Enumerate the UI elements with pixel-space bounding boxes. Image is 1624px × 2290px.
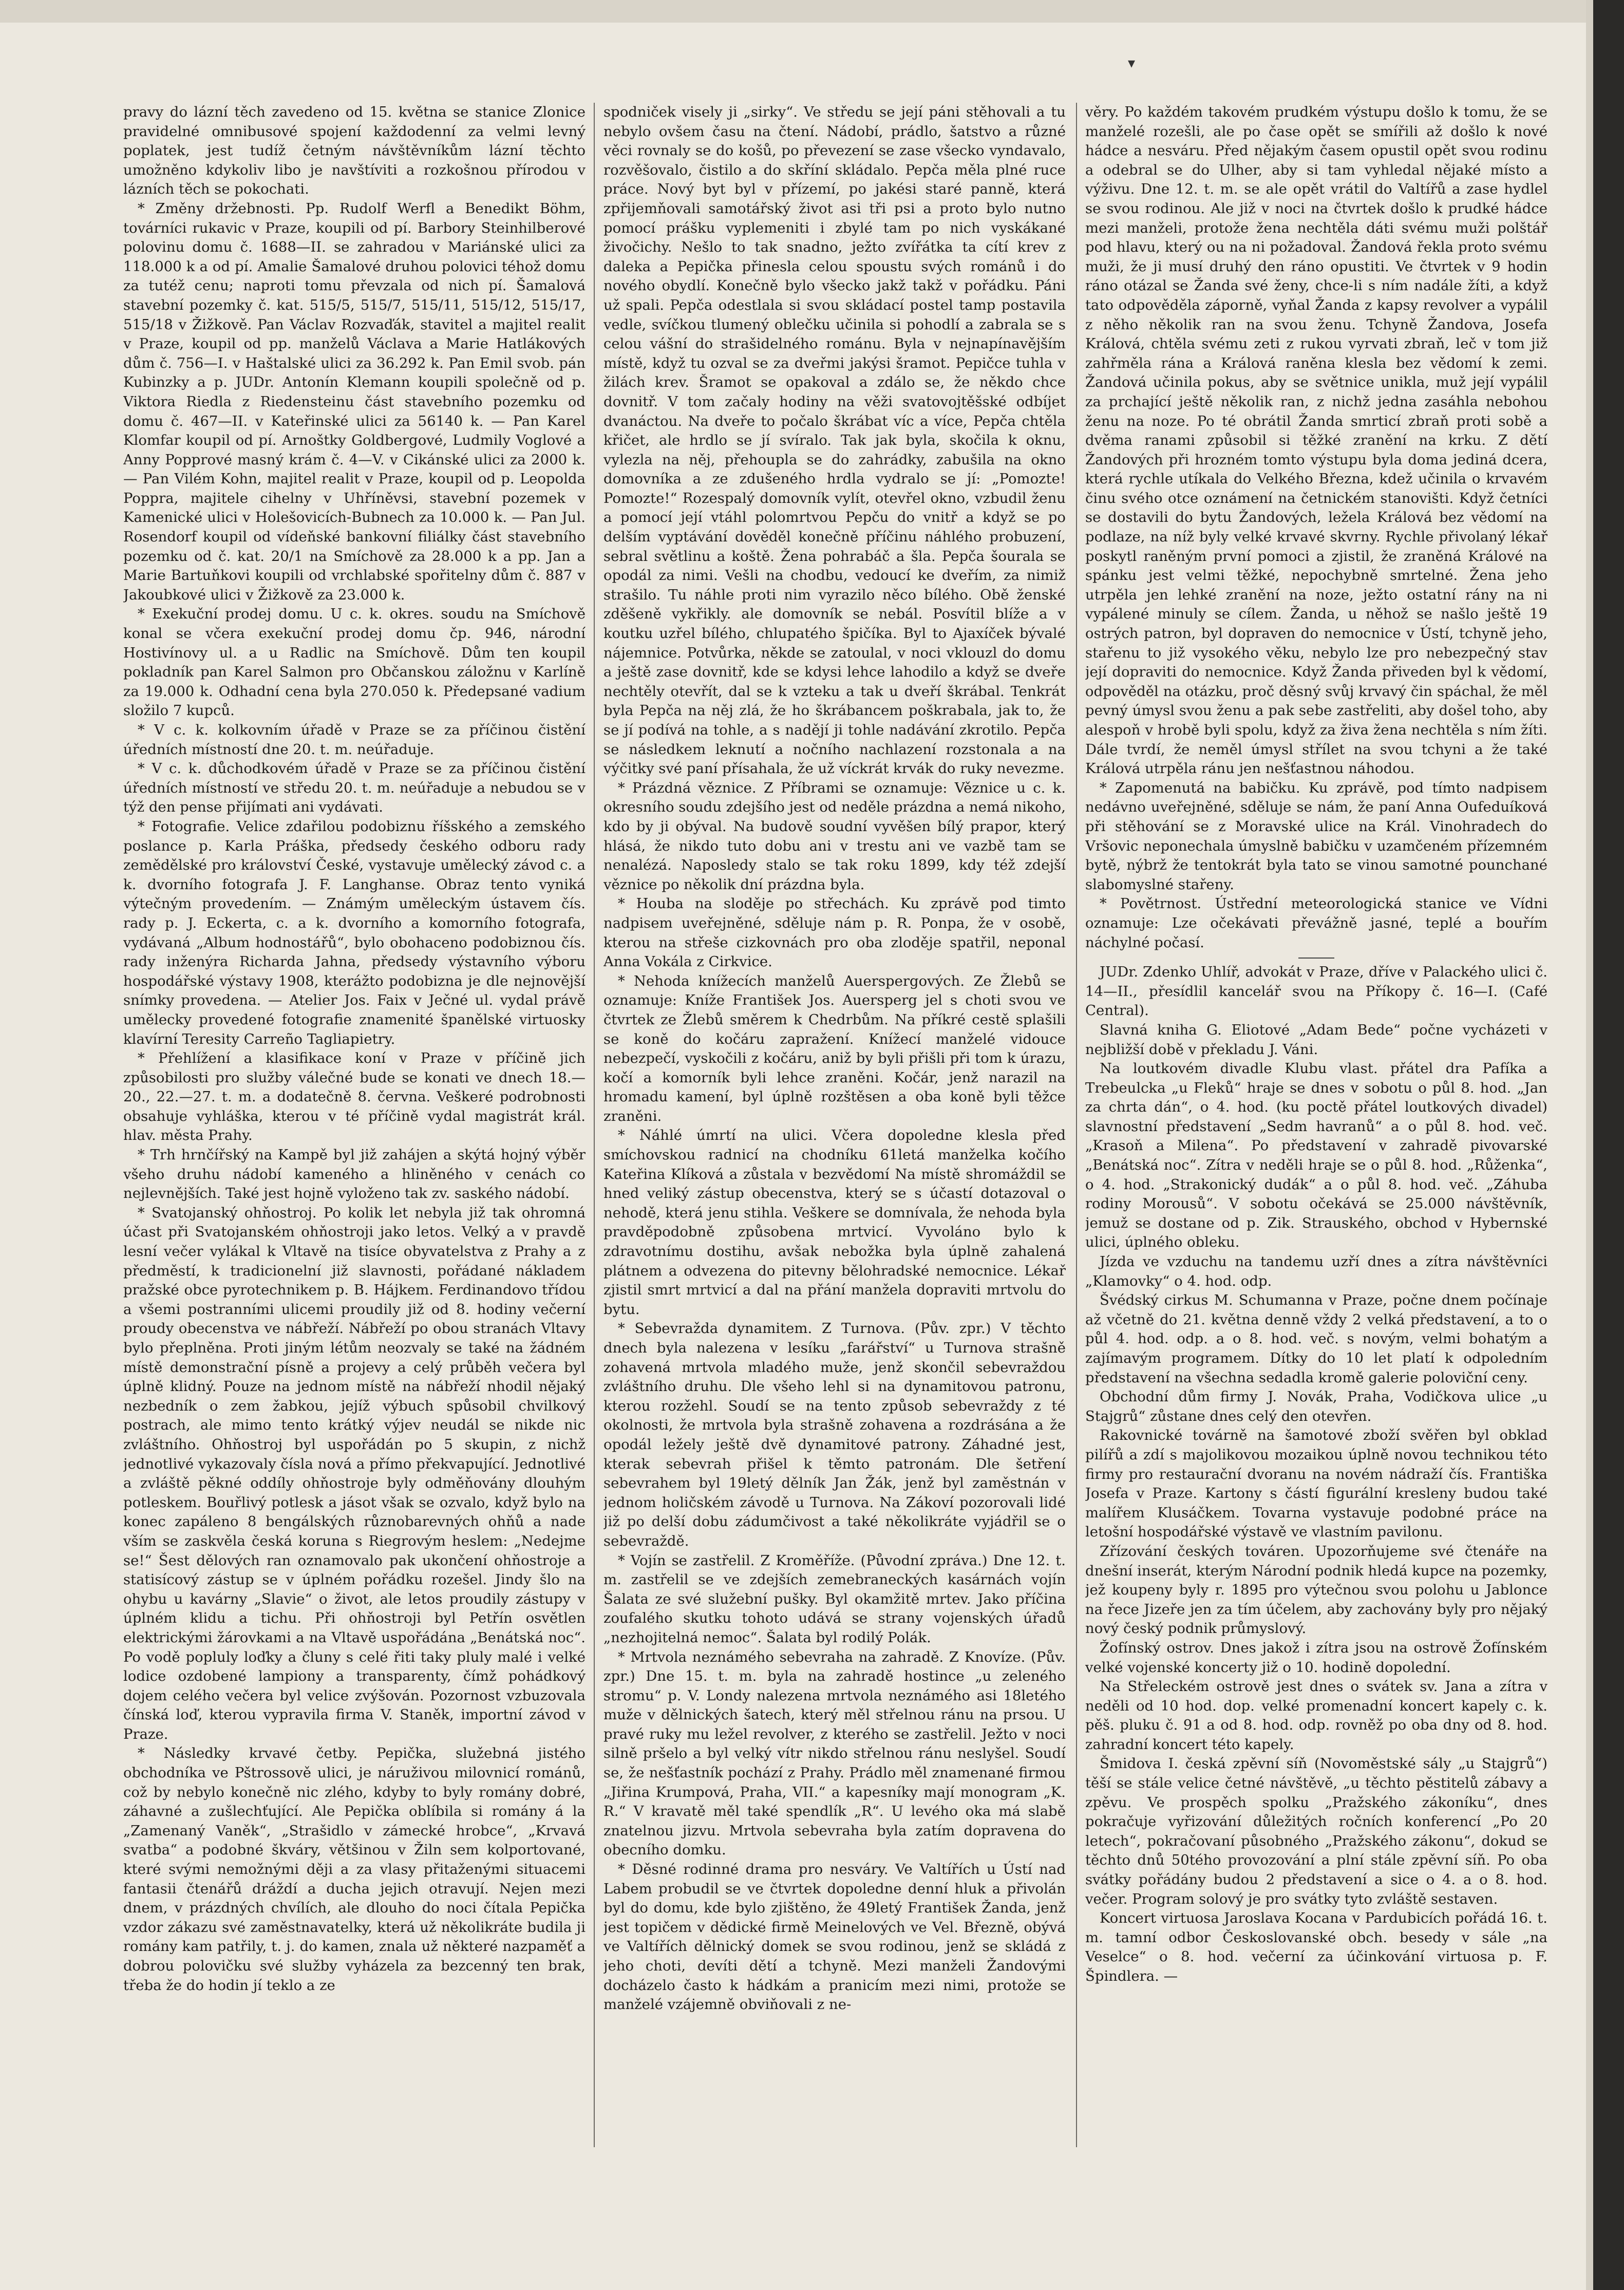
column-rule	[1076, 103, 1077, 2147]
article-paragraph: * Sebevražda dynamitem. Z Turnova. (Pův. zpr.) V těchto dnech byla nalezena v lesíku „farářství“ u Turnova strašně zohavená mrtvola mladého muže, jenž skončil sebevraždou zvláštního druhu. Dle všeho lehl si na dynamitovou patronu, kterou rozžehl. Soudí se na tento způsob sebevraždy z té okolnosti, že mrtvola byla strašně zohavena a rozdrásána a že opodál ležely ještě dvě dynamitové patrony. Záhadné jest, kterak sebevrah přišel k těmto patronám. Dle šetření sebevrahem byl 19letý dělník Jan Žák, jenž byl zaměstnán v jednom holičském závodě u Turnova. Na Zákoví pozorovali lidé již po delší dobu zádumčivost a také několikráte vyjádřil se o sebevraždě.	[603, 1320, 1066, 1549]
article-paragraph: věry. Po každém takovém prudkém výstupu došlo k tomu, že se manželé rozešli, ale po čase opět se smířili až došlo k nové hádce a nesváru. Před nějakým časem opustil opět svou rodinu a odebral se do Ulher, aby si tam vyhledal nějaké místo a výživu. Dne 12. t. m. se ale opět vrátil do Valtířů a zase hydlel se svou rodinou. Ale již v noci na čtvrtek došlo k prudké hádce mezi manželi, protože žena nechtěla dáti svému muži polštář pod hlavu, který ou na ni požadoval. Žandová řekla proto svému muži, že ji musí druhý den ráno opustiti. Ve čtvrtek v 9 hodin ráno otázal se Žanda své ženy, chce-li s ním nadále žíti, a když tato odpověděla záporně, vyňal Žanda z kapsy revolver a vypálil z něho několik ran na svou ženu. Tchyně Žandova, Josefa Králová, chtěla svému zeti z rukou vyrvati zbraň, leč v tom již zahřměla rána a Králová raněna klesla bez vědomí k zemi. Žandová učinila pokus, aby se světnice unikla, muž její vypálil za prchající ještě několik ran, z nichž jedna zasáhla nebohou ženu na noze. Po té obrátil Žanda smrticí zbraň proti sobě a dvěma ranami způsobil si těžké zranění na krku. Z dětí Žandových při hrozném tomto výstupu byla doma jediná dcera, která rychle utíkala do Velkého Března, kdež učinila o krvavém činu svého otce oznámení na četnickém stanovišti. Když četníci se dostavili do bytu Žandových, ležela Králová bez vědomí na podlaze, na níž byly velké krvavé skvrny. Rychle přivolaný lékař poskytl raněným první pomoci a zjistil, že zraněná Králové na spánku jest velmi těžké, nepochybně smrtelné. Žena jeho utrpěla jen lehké zranění na noze, ježto ostatní rány na ni vypálené minuly se cílem. Žanda, u něhož se našlo ještě 19 ostrých patron, byl dopraven do nemocnice v Ústí, tchyně jeho, stařenu to již vysokého věku, nebylo lze pro nebezpečný stav její dopraviti do nemocnice. Když Žanda přiveden byl k vědomí, odpověděl na otázku, proč děsný svůj krvavý čin spáchal, že měl pevný úmysl svou ženu a pak sebe zastřeliti, aby došel toho, aby alespoň v hrobě byli spolu, když za živa žena nechtěla s ním žíti. Dále tvrdí, že neměl úmysl střílet na svou tchyni a že také Králová utrpěla ránu jen nešťastnou náhodou.	[1085, 104, 1547, 777]
article-paragraph: Zřízování českých továren. Upozorňujeme své čtenáře na dnešní inserát, kterým Národní podnik hledá kupce na pozemky, jež koupeny byly r. 1895 pro výtečnou svou polohu u Jablonce na řece Jizeře jen za tím účelem, aby zachovány byly pro nějaký nový český podnik průmyslový.	[1085, 1543, 1547, 1637]
article-paragraph: Žofínský ostrov. Dnes jakož i zítra jsou na ostrově Žofínském velké vojenské koncerty již o 10. hodině dopolední.	[1085, 1639, 1547, 1676]
column-2	[603, 103, 1066, 2147]
article-paragraph: Jízda ve vzduchu na tandemu uzří dnes a zítra návštěvníci „Klamovky“ o 4. hod. odp.	[1085, 1253, 1547, 1289]
article-paragraph: * Děsné rodinné drama pro nesváry. Ve Valtířích u Ústí nad Labem probudil se ve čtvrtek dopoledne denní hluk a přivolán byl do domu, kde bylo zjištěno, že 49letý František Žanda, jenž jest topičem v dědické firmě Meinelových ve Vel. Březně, obývá ve Valtířích dělnický domek se svou rodinou, jenž se skládá z jeho choti, devíti dětí a tchyně. Mezi manželi Žandovými docházelo často k hádkám a pranicím mezi nimi, protože se manželé vzájemně obviňovali z ne-	[603, 1861, 1066, 2013]
article-paragraph: * Zapomenutá na babičku. Ku zprávě, pod tímto nadpisem nedávno uveřejněné, sděluje se nám, že paní Anna Oufeduíková při stěhování se z Moravské ulice na Král. Vinohradech do Vršovic neponechala úmyslně babičku v uzamčeném přízemném bytě, nýbrž že tentokrát byla tato se vinou samotné pounchané slabomyslné stařeny.	[1085, 779, 1547, 893]
article-paragraph: * Mrtvola neznámého sebevraha na zahradě. Z Knovíze. (Pův. zpr.) Dne 15. t. m. byla na zahradě hostince „u zeleného stromu“ p. V. Londy nalezena mrtvola neznámého asi 18letého muže v dělnických šatech, který měl střelnou ránu na prsou. U pravé ruky mu ležel revolver, z kterého se zastřelil. Ježto v noci silně pršelo a byl velký vítr nikdo střelnou ránu neslyšel. Soudí se, že nešťastník pochází z Prahy. Prádlo měl znamenané firmou „Jiřina Krumpová, Praha, VII.“ a kapesníky mají monogram „K. R.“ V kravatě měl také spendlík „R“. U levého oka má slabě znatelnou jizvu. Mrtvola sebevraha byla zatím dopravena do obecního domku.	[603, 1648, 1066, 1859]
article-paragraph: * Houba na sloděje po střechách. Ku zprávě pod timto nadpisem uveřejněné, sděluje nám p. R. Ponpa, že v osobě, kterou na střeše cizkovnách pro oba zloděje spatřil, neponal Anna Vokála z Cirkvice.	[603, 895, 1066, 970]
column-rule	[594, 103, 595, 2147]
article-paragraph: * Následky krvavé četby. Pepička, služebná jistého obchodníka ve Pštrossově ulici, je náruživou milovnicí románů, což by nebylo konečně nic zlého, kdyby to byly romány dobré, záhavné a zušlechťující. Ale Pepička oblíbila si romány á la „Zamenaný Vaněk“, „Strašidlo v zámecké hrobce“, „Krvavá svatba“ a podobné škváry, většinou v Žiln sem kolportované, které svými nemožnými ději a za vlasy přitaženými situacemi fantasii čtenářů dráždí a ducha jejich otravují. Nejen mezi dnem, v prázdných chvílích, ale dlouho do noci čítala Pepička vzdor zákazu své zaměstnavatelky, která už několikráte budila ji romány kam patřily, t. j. do kamen, znala už některé nazpaměť a dobrou polovičku své služby vyházela za bezcenný ten brak, třeba že do hodin jí teklo a ze	[123, 1745, 586, 1994]
article-paragraph: spodniček visely ji „sirky“. Ve středu se její páni stěhovali a tu nebylo ovšem času na čtení. Nádobí, prádlo, šatstvo a různé věci rovnaly se do košů, po převezení se zase všecko vyndavalo, rozvěšovalo, čistilo a do skříní skládalo. Pepča měla plné ruce práce. Nový byt byl v přízemí, po jakési staré panně, která zpřijemňovali samotářský život asi tři psi a proto bylo nutno pomocí prášku vyplemeniti i zbylé tam po nich vyskákané živočichy. Nešlo to tak snadno, ježto zvířátka ta cítí krev z daleka a Pepička přinesla celou spoustu svých románů i do nového obydlí. Konečně bylo všecko jakž takž v pořádku. Páni už spali. Pepča odestlala si svou skládací postel tamp postavila vedle, svíčkou tlumený oblečku učinila si pohodlí a zabrala se s celou vášní do strašidelného románu. Byla v nejnapínavějším místě, když tu ozval se za dveřmi jakýsi šramot. Pepičce tuhla v žilách krev. Šramot se opakoval a zdálo se, že někdo chce dovnitř. V tom začaly hodiny na věži svatovojtěšské odbíjet dvanáctou. Na dveře to počalo škrábat víc a více, Pepča chtěla křičet, ale hrdlo se jí svíralo. Tak jak byla, skočila k oknu, vylezla na něj, přehoupla se do zahrádky, zabušila na okno domovníka a ze zdušeného hrdla vydralo se jí: „Pomozte! Pomozte!“ Rozespalý domovník vylít, otevřel okno, vzbudil ženu a pomocí její vtáhl polomrtvou Pepču do vnitř a když se po delším vyptávání dověděl konečně příčinu náhlého probuzení, sebral světlinu a koště. Žena pohrabáč a šla. Pepča šourala se opodál za nimi. Vešli na chodbu, vedoucí ke dveřím, za nimiž strašilo. Tu náhle proti nim vyrazilo něco bílého. Obě ženské zděšeně vykřikly. ale domovník se nebál. Posvítil blíže a v koutku uzřel bílého, chlupatého špičíka. Byl to Ajaxíček bývalé nájemnice. Potvůrka, někde se zatoulal, v noci vklouzl do domu a ještě zase dovnitř, kde se kdysi lehce lahodilo a když se dveře nechtěly otevřít, dal se k vzteku a tak u dveří škrábal. Tenkrát byla Pepča na něj zlá, že ho škrábancem poškrabala, jak to, že se jí podívá na tohle, a s nadějí ji tohle nadávání zkrotilo. Pepča se následkem leknutí a nočního nachlazení rozstonala a na výčitky své paní přísahala, že už víckrát krvák do ruky nevezme.	[603, 104, 1066, 777]
article-paragraph: Na loutkovém divadle Klubu vlast. přátel dra Pafíka a Trebeulcka „u Fleků“ hraje se dnes v sobotu o půl 8. hod. „Jan za chrta dán“, o 4. hod. (ku poctě přátel loutkových divadel) slavnostní představení „Sedm havranů“ a o půl 8. hod. več. „Krasoň a Milena“. Po představení v zahradě pivovarské „Benátská noc“. Zítra v neděli hraje se o půl 8. hod. „Růženka“, o 4. hod. „Strakonický dudák“ a o půl 8. hod. več. „Záhuba rodiny Morousů“. V sobotu očekává se 25.000 návštěvník, jemuž se dostane od p. Zik. Strauského, obchod v Hybernské ulici, úplného obleku.	[1085, 1060, 1547, 1251]
article-paragraph: pravy do lázní těch zavedeno od 15. května se stanice Zlonice pravidelné omnibusové spojení každodenní za velmi levný poplatek, jest tudíž četným návštěvníkům lázní těchto umožněno kdykoliv libo je navštíviti a rozkošnou přírodou v lázních těch se pokochati.	[123, 104, 586, 198]
scan-top-edge	[0, 0, 1624, 23]
article-paragraph: * Prázdná věznice. Z Příbrami se oznamuje: Věznice u c. k. okresního soudu zdejšího jest od neděle prázdna a nemá nikoho, kdo by ji obýval. Na budově soudní vyvěšen bílý prapor, který hlásá, že nikdo tuto dobu ani v trestu ani ve vazbě tam se nenalézá. Naposledy stalo se tak roku 1899, kdy též zdejší věznice po několik dní prázdna byla.	[603, 779, 1066, 893]
article-paragraph: * Změny držebnosti. Pp. Rudolf Werfl a Benedikt Böhm, továrníci rukavic v Praze, koupili od pí. Barbory Steinhilberové polovinu domu č. 1688—II. se zahradou v Mariánské ulici za 118.000 k a od pí. Amalie Šamalové druhou polovici téhož domu za tutéž cenu; naproti tomu převzala od nich pí. Šamalová stavební pozemky č. kat. 515/5, 515/7, 515/11, 515/12, 515/17, 515/18 v Žižkově. Pan Václav Rozvaďák, stavitel a majitel realit v Praze, koupil od pp. manželů Václava a Marie Hatlákových dům č. 756—I. v Haštalské ulici za 36.292 k. Pan Emil svob. pán Kubinzky a p. JUDr. Antonín Klemann koupili společně od p. Viktora Riedla z Riedensteinu část stavebního pozemku od domu č. 467—II. v Kateřinské ulici za 56140 k. — Pan Karel Klomfar koupil od pí. Arnoštky Goldbergové, Ludmily Voglové a Anny Popprové masný krám č. 4—V. v Cikánské ulici za 2000 k. — Pan Vilém Kohn, majitel realit v Praze, koupil od p. Leopolda Poppra, majitele cihelny v Uhříněvsi, stavební pozemek v Kamenické ulici v Holešovicích-Bubnech za 10.000 k. — Pan Jul. Rosendorf koupil od vídeňské bankovní filiálky část stavebního pozemku od č. kat. 20/1 na Smíchově za 28.000 k a pp. Jan a Marie Bartuňkovi koupili od vrchlabské spořitelny dům č. 887 v Jakoubkové ulici v Žižkově za 23.000 k.	[123, 200, 586, 603]
article-paragraph: Šmidova I. česká zpěvní síň (Novoměstské sály „u Stajgrů“) těší se stále velice četné návštěvě, „u těchto pěstitelů zábavy a zpěvu. Ve prospěch spolku „Pražského zákoníku“, dnes pokračuje vyřizování důležitých ročních konferencí „Po 20 letech“, pokračovaní působného „Pražského zákonu“, dokud se těchto dnů 50tého provozování a plní stále zpěvní síň. Po oba svátky pořádány budou 2 představení a sice o 4. a o 8. hod. večer. Program solový je pro svátky tyto zvláště sestaven.	[1085, 1755, 1547, 1907]
article-paragraph: Slavná kniha G. Eliotové „Adam Bede“ počne vycházeti v nejbližší době v překladu J. Váni.	[1085, 1021, 1547, 1058]
article-paragraph: JUDr. Zdenko Uhlíř, advokát v Praze, dříve v Palackého ulici č. 14—II., přesídlil kancelář svou na Příkopy č. 16—I. (Café Central).	[1085, 964, 1547, 1019]
article-paragraph: Na Střeleckém ostrově jest dnes o svátek sv. Jana a zítra v neděli od 10 hod. dop. velké promenadní koncert kapely c. k. pěš. pluku č. 91 a od 8. hod. odp. rovněž po oba dny od 8. hod. zahradní koncert této kapely.	[1085, 1678, 1547, 1753]
article-paragraph: * Přehlížení a klasifikace koní v Praze v příčině jich způsobilosti pro služby válečné bude se konati ve dnech 18.—20., 22.—27. t. m. a dodatečně 8. června. Veškeré podrobnosti obsahuje vyhláška, kterou v té příčině vydal magistrát král. hlav. města Prahy.	[123, 1050, 586, 1144]
article-paragraph: * Vojín se zastřelil. Z Kroměříže. (Původní zpráva.) Dne 12. t. m. zastřelil se ve zdejších zemebraneckých kasárnách vojín Šalata ze své služební pušky. Byl okamžitě mrtev. Jako příčina zoufalého skutku tohoto udává se strany vojenských úřadů „nezhojitelná nemoc“. Šalata byl rodilý Polák.	[603, 1552, 1066, 1646]
article-paragraph: * Svatojanský ohňostroj. Po kolik let nebyla již tak ohromná účast při Svatojanském ohňostroji jako letos. Velký a v pravdě lesní večer vylákal k Vltavě na tisíce obyvatelstva z Prahy a z předměstí, k tradicionelní již slavnosti, pořádané nákladem pražské obce pyrotechnikem p. B. Hájkem. Ferdinandovo třídou a všemi postranními ulicemi proudily již od 8. hodiny večerní proudy obecenstva ve nábřeží. Nábřeží po obou stranách Vltavy bylo přeplněna. Proti jiným létům neozvaly se také na žádném místě demonstrační písně a projevy a celý průběh večera byl úplně klidný. Pouze na jednom místě na nábřeží nhodil nějaký nezbedník o zem žabkou, jejíž výbuch spůsobil chvilkový postrach, ale mimo tento krátký výjev neudál se nikde nic zvláštního. Ohňostroj byl uspořádán po 5 skupin, z nichž jednotlivé vykazovaly čísla nová a přímo překvapující. Jednotlivé a zvláště pěkné oddíly ohňostroje byly odměňovány dlouhým potleskem. Bouřlivý potlesk a jásot však se ozvalo, když bylo na konec zapáleno 8 bengálských různobarevných ohňů a nade vším se zaskvěla česká koruna s Riegrovým heslem: „Nedejme se!“ Šest dělových ran oznamovalo pak ukončení ohňostroje a statisícový zástup se v úplném pořádku rozešel. Jindy šlo na ohybu u kavárny „Slavie“ o život, ale letos proudily zástupy v úplném klidu a tichu. Při ohňostroji byl Petřín osvětlen elektrickými žárovkami a na Vltavě uspořádána „Benátská noc“. Po vodě popluly loďky a čluny s celé řiti taky pluly malé i velké lodice ozdobené lampiony a transparenty, čímž pohádkový dojem celého večera byl velice zvýšován. Pozornost vzbuzovala čínská loď, kterou vypravila firma V. Staněk, importní závod v Praze.	[123, 1204, 586, 1742]
article-paragraph: * Náhlé úmrtí na ulici. Včera dopoledne klesla před smíchovskou radnicí na chodníku 61letá manželka kočího Kateřina Klíková a zůstala v bezvědomí Na místě shromáždil se hned veliký zástup obecenstva, který se s účastí dotazoval o nehodě, která jenu stihla. Veškere se domnívala, že nehoda byla pravděpodobně způsobena mrtvicí. Vyvoláno bylo k zdravotnímu dostihu, avšak nebožka byla úplně zahalená plátnem a odvezena do pitevny bělohradské nemocnice. Lékař zjistil smrt mrtvicí a dal na přání manžela dopraviti mrtvolu do bytu.	[603, 1127, 1066, 1318]
scan-binding-edge	[1593, 0, 1624, 2290]
article-paragraph: * Povětrnost. Ústřední meteorologická stanice ve Vídni oznamuje: Lze očekávati převážně jasné, teplé a bouřím náchylné počasí.	[1085, 895, 1547, 951]
article-paragraph: Švédský cirkus M. Schumanna v Praze, počne dnem počínaje až včetně do 21. května denně vždy 2 velká představení, a to o půl 4. hod. odp. a o 8. hod. več. s novým, velmi bohatým a zajímavým programem. Dítky do 10 let platí k odpoledním představení na všechna sedadla kromě galerie poloviční ceny.	[1085, 1292, 1547, 1386]
column-3	[1085, 103, 1547, 2147]
article-paragraph: * V c. k. důchodkovém úřadě v Praze se za příčinou čistění úředních místností ve středu 20. t. m. neúřaduje a nebudou se v týž den pense přijímati ani vydávati.	[123, 760, 586, 816]
scan-right-margin	[1586, 0, 1593, 2290]
top-mark: ▾	[1128, 54, 1136, 71]
article-paragraph: * Nehoda knížecích manželů Auerspergových. Ze Žlebů se oznamuje: Kníže František Jos. Auersperg jel s choti svou ve čtvrtek ze Žlebů směrem k Chedrbům. Na příkré cestě splašili se koně do kočáru zapražení. Knížecí manželé vidouce nebezpečí, vyskočili z kočáru, aniž by byli přišli při tom k úrazu, kočí a komorník byli lehce zraněni. Kočár, jenž narazil na hromadu kamení, byl úplně rozštěsen a oba koně byli těžce zraněni.	[603, 972, 1066, 1124]
column-1	[123, 103, 586, 2147]
article-paragraph: * V c. k. kolkovním úřadě v Praze se za příčinou čistění úředních místností dne 20. t. m. neúřaduje.	[123, 722, 586, 758]
article-paragraph: * Fotografie. Velice zdařilou podobiznu říšského a zemského poslance p. Karla Práška, předsedy českého odboru rady zemědělské pro království České, vystavuje umělecký závod c. a k. dvorního fotografa J. F. Langhanse. Obraz tento vyniká výtečným provedením. — Známým uměleckým ústavem čís. rady p. J. Eckerta, c. a k. dvorního a komorního fotografa, vydávaná „Album hodnostářů“, bylo obohaceno podobiznou čís. rady inženýra Richarda Jahna, předsedy výstavního výboru hospodářské výstavy 1908, kterážto podobizna je dle nejnovější snímky provedena. — Atelier Jos. Faix v Ječné ul. vydal právě umělecky provedené fotografie znamenité španělské virtuosky klavírní Teresity Carreño Tagliapietry.	[123, 818, 586, 1047]
text-columns	[123, 103, 1572, 2157]
article-paragraph: * Trh hrnčířský na Kampě byl již zahájen a skýtá hojný výběr všeho druhu nádobí kameného a hliněného v cenách co nejlevnějších. Také jest hojně vyloženo tak zv. saského nádobí.	[123, 1147, 586, 1202]
section-divider	[1298, 958, 1334, 959]
article-paragraph: Obchodní dům firmy J. Novák, Praha, Vodičkova ulice „u Stajgrů“ zůstane dnes celý den otevřen.	[1085, 1388, 1547, 1424]
article-paragraph: Rakovnické továrně na šamotové zboží svěřen byl obklad pilířů a zdí s majolikovou mozaikou úplně novou technikou této firmy pro restaurační dvoranu na novém nádraží čís. Františka Josefa v Praze. Kartony s částí figurální kresleny budou také malířem Klusáčkem. Tovarna vystavuje podobné práce na letošní hospodářské výstavě ve vlastním pavilonu.	[1085, 1427, 1547, 1541]
article-paragraph: Koncert virtuosa Jaroslava Kocana v Pardubicích pořádá 16. t. m. tamní odbor Českoslovanské obch. besedy v sále „na Veselce“ o 8. hod. večerní za účinkování virtuosa p. F. Špindlera. —	[1085, 1910, 1547, 1984]
article-paragraph: * Exekuční prodej domu. U c. k. okres. soudu na Smíchově konal se včera exekuční prodej domu čp. 946, národní Hostivínovy ul. a u Radlic na Smíchově. Dům ten koupil pokladník pan Karel Salmon pro Občanskou záložnu v Karlíně za 19.000 k. Odhadní cena byla 270.050 k. Předepsané vadium složilo 7 kupců.	[123, 606, 586, 719]
